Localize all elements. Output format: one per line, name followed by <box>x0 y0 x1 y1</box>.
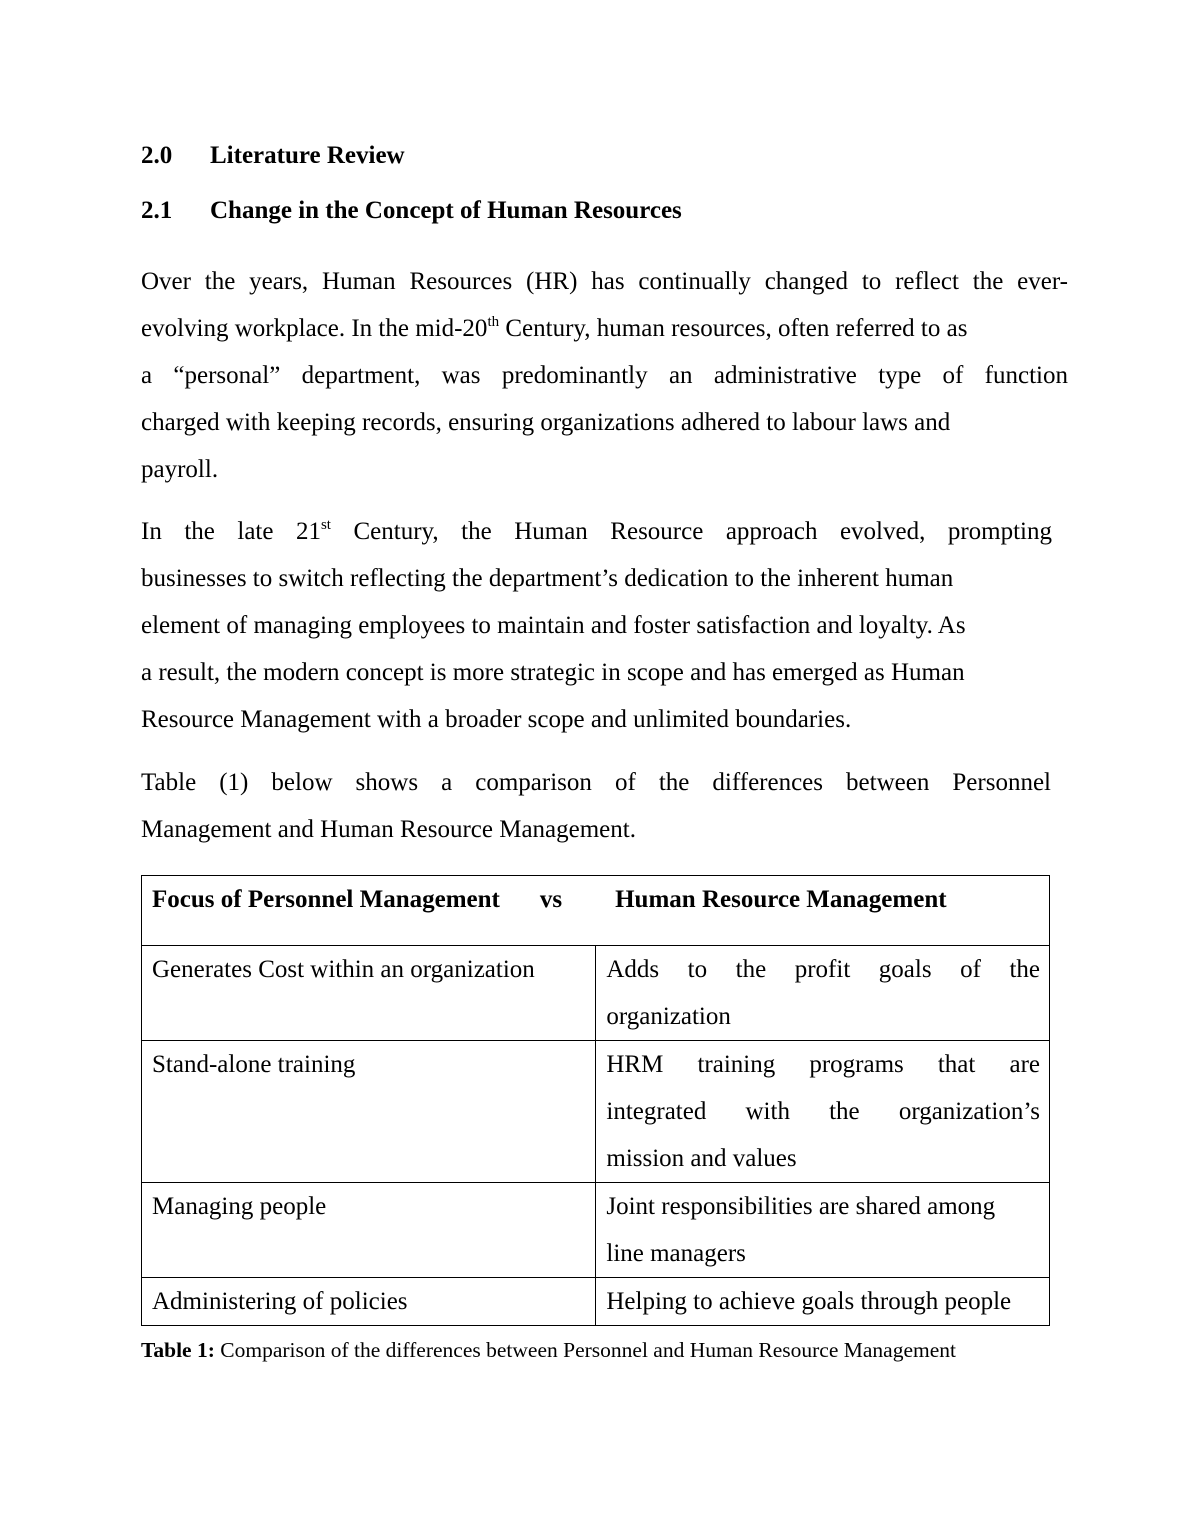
table-header-row <box>142 876 1050 946</box>
paragraph-line: element of managing employees to maintain and foster satisfaction and loyalty. As <box>141 612 966 639</box>
paragraph-hr-history <box>141 258 1068 493</box>
cell-text: line managers <box>606 1240 746 1267</box>
table-row <box>142 946 1050 1041</box>
table-cell-left <box>142 1278 596 1326</box>
paragraph-line: Table (1) below shows a comparison of the differences between Personnel <box>141 769 1051 796</box>
header-left: Focus of Personnel Management <box>152 886 500 913</box>
paragraph-line: Over the years, Human Resources (HR) has continually changed to reflect the ever- <box>141 268 1068 295</box>
table-cell-right <box>596 946 1050 1041</box>
text-run: evolving workplace. In the mid-20 <box>141 315 488 342</box>
section-heading-2-0 <box>141 141 405 171</box>
paragraph-line: charged with keeping records, ensuring organizations adhered to labour laws and <box>141 409 951 436</box>
cell-text: mission and values <box>606 1145 797 1172</box>
text-run: Century, human resources, often referred to as <box>499 315 968 342</box>
comparison-table <box>141 875 1050 1326</box>
header-vs: vs <box>539 886 563 913</box>
cell-text: Administering of policies <box>152 1288 408 1315</box>
paragraph-line: a result, the modern concept is more strategic in scope and has emerged as Human <box>141 659 965 686</box>
paragraph-line <box>141 305 1068 352</box>
cell-text: Stand-alone training <box>152 1051 356 1078</box>
header-right: Human Resource Management <box>615 886 947 913</box>
section-number: 2.0 <box>141 142 173 169</box>
cell-text: Managing people <box>152 1193 327 1220</box>
table-cell-right <box>596 1183 1050 1278</box>
paragraph-line: payroll. <box>141 456 219 483</box>
paragraph-line: Resource Management with a broader scope and unlimited boundaries. <box>141 706 852 733</box>
superscript: st <box>320 517 331 533</box>
table-cell-right <box>596 1278 1050 1326</box>
cell-text: integrated with the organization’s <box>606 1098 1040 1125</box>
paragraph-line: a “personal” department, was predominantly an administrative type of function <box>141 362 1068 389</box>
caption-label: Table 1: <box>141 1338 215 1362</box>
paragraph-line: Management and Human Resource Management. <box>141 816 636 843</box>
cell-text: organization <box>606 1003 731 1030</box>
text-run: Century, the Human Resource approach evolved, prompting <box>330 518 1052 545</box>
table-row <box>142 1278 1050 1326</box>
section-number: 2.1 <box>141 197 173 224</box>
cell-text: Helping to achieve goals through people <box>606 1288 1012 1315</box>
superscript: th <box>487 314 500 330</box>
cell-text: Generates Cost within an organization <box>152 956 535 983</box>
paragraph-line: businesses to switch reflecting the department’s dedication to the inherent human <box>141 565 954 592</box>
table-cell-right <box>596 1041 1050 1183</box>
section-title: Change in the Concept of Human Resources <box>210 197 682 224</box>
paragraph-hr-evolution <box>141 508 1052 743</box>
text-run: In the late 21 <box>141 518 321 545</box>
caption-text: Comparison of the differences between Personnel and Human Resource Management <box>214 1338 956 1362</box>
table-row <box>142 1041 1050 1183</box>
section-title: Literature Review <box>210 142 405 169</box>
section-heading-2-1 <box>141 196 682 226</box>
paragraph-line <box>141 508 1052 555</box>
table-row <box>142 1183 1050 1278</box>
table-cell-left <box>142 1041 596 1183</box>
table-cell-left <box>142 946 596 1041</box>
cell-text: Adds to the profit goals of the <box>606 956 1040 983</box>
table-header-cell <box>142 876 1050 946</box>
paragraph-table-intro <box>141 759 1051 853</box>
cell-text: HRM training programs that are <box>606 1051 1040 1078</box>
table-caption <box>141 1336 956 1364</box>
cell-text: Joint responsibilities are shared among <box>606 1193 996 1220</box>
table-cell-left <box>142 1183 596 1278</box>
